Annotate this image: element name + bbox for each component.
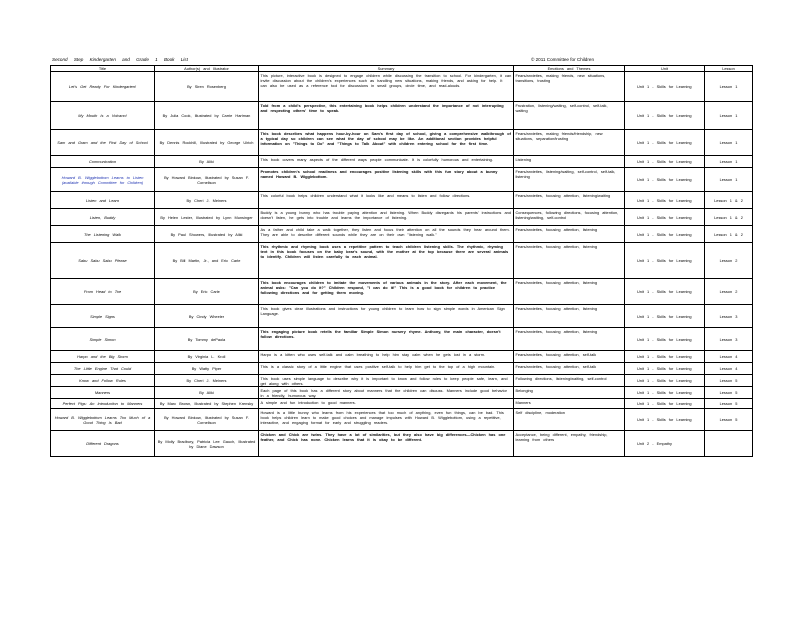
table-row <box>51 243 753 279</box>
book-lesson-cell: Lesson 4 <box>705 363 753 375</box>
book-unit-cell: Unit 1 - Skills for Learning <box>625 226 705 243</box>
book-summary-cell: This book covers many aspects of the different ways people communicate. It is colorfully humorous and entertaining. <box>259 156 514 168</box>
column-header-lesson: Lesson <box>705 66 753 72</box>
book-lesson-cell: Lesson 1 <box>705 130 753 156</box>
book-unit-cell: Unit 1 - Skills for Learning <box>625 363 705 375</box>
book-author-cell: By Aliki <box>155 156 259 168</box>
book-summary-cell: Chicken and Chick are twins. They have a lot of similarities, but they also have big differences—Chicken has one feather, and Chick has none. Chicken learns that it is okay to be different. <box>259 431 514 457</box>
table-body <box>51 72 753 457</box>
book-emotions-cell: Listening <box>514 156 625 168</box>
book-author-cell: By Watty Piper <box>155 363 259 375</box>
book-emotions-cell: Acceptance, being different, empathy, friendship, learning from others <box>514 431 625 457</box>
book-title-cell: Let's Get Ready For Kindergarten! <box>51 72 155 102</box>
book-emotions-cell: Consequences, following directions, focusing attention, listening/waiting, self-control <box>514 209 625 226</box>
book-emotions-cell: Fears/anxieties, focusing attention, listening <box>514 279 625 305</box>
book-unit-cell: Unit 1 - Skills for Learning <box>625 168 705 192</box>
book-title-cell: Manners <box>51 387 155 399</box>
book-emotions-cell: Fears/anxieties, focusing attention, self-talk <box>514 363 625 375</box>
book-summary-cell: This rhythmic and rhyming book uses a repetitive pattern to teach children listening skills. The rhythmic, rhyming text in this book focuses on the baby bear's sound, with the mother at the top because there are several animals to identify. Children will listen carefully to each animal. <box>259 243 514 279</box>
table-row <box>51 102 753 130</box>
document-header <box>50 56 752 65</box>
book-title-cell: Listen, Buddy <box>51 209 155 226</box>
document-title: Second Step Kindergarten and Grade 1 Book List <box>52 57 188 62</box>
book-emotions-cell: Fears/anxieties, making friends/friendship, new situations, separation/trusting <box>514 130 625 156</box>
book-summary-cell: As a father and child take a walk together, they listen and focus their attention on all the sounds they hear around them. They are able to describe different sounds while they are on their own "listening walk." <box>259 226 514 243</box>
book-unit-cell: Unit 1 - Skills for Learning <box>625 102 705 130</box>
book-title-cell: Sabu Sabu Sabu Please <box>51 243 155 279</box>
book-unit-cell: Unit 1 - Skills for Learning <box>625 130 705 156</box>
book-author-cell: By Eric Carle <box>155 279 259 305</box>
book-lesson-cell: Lesson 3 <box>705 305 753 328</box>
book-author-cell: By Virginia L. Kroll <box>155 351 259 363</box>
table-row <box>51 375 753 387</box>
book-unit-cell: Unit 1 - Skills for Learning <box>625 156 705 168</box>
table-row <box>51 72 753 102</box>
book-emotions-cell: Fears/anxieties, focusing attention, self-talk <box>514 351 625 363</box>
book-unit-cell: Unit 2 - Empathy <box>625 431 705 457</box>
table-row <box>51 351 753 363</box>
book-title-cell: Simple Signs <box>51 305 155 328</box>
book-lesson-cell: Lesson 5 <box>705 387 753 399</box>
table-row <box>51 156 753 168</box>
book-summary-cell: A simple and fun introduction to good manners. <box>259 399 514 409</box>
book-title-cell: Know and Follow Rules <box>51 375 155 387</box>
book-lesson-cell: Lesson 2 <box>705 243 753 279</box>
table-row <box>51 399 753 409</box>
book-lesson-cell: Lesson 3 <box>705 328 753 351</box>
book-title-cell: My Mouth Is a Volcano! <box>51 102 155 130</box>
book-emotions-cell: Manners <box>514 399 625 409</box>
book-unit-cell: Unit 1 - Skills for Learning <box>625 209 705 226</box>
book-unit-cell: Unit 1 - Skills for Learning <box>625 192 705 209</box>
column-header-unit: Unit <box>625 66 705 72</box>
book-lesson-cell: Lesson 4 <box>705 351 753 363</box>
book-author-cell: By Tommy dePaola <box>155 328 259 351</box>
table-row <box>51 192 753 209</box>
book-author-cell: By Julia Cook, Illustrated by Carrie Hartman <box>155 102 259 130</box>
book-summary-cell: This book encourages children to imitate the movements of various animals in the story. After each movement, the animal asks: "Can you do it?" Children respond, "I can do it!" This is a good book for children to practice following directions and for getting them moving. <box>259 279 514 305</box>
book-unit-cell: Unit 1 - Skills for Learning <box>625 328 705 351</box>
book-author-cell: By Cheri J. Meiners <box>155 192 259 209</box>
book-emotions-cell: Fears/anxieties, focusing attention, listening <box>514 226 625 243</box>
book-lesson-cell: Lesson 1 & 2 <box>705 209 753 226</box>
book-title-cell: The Listening Walk <box>51 226 155 243</box>
book-author-cell: By Howard Binkow, Illustrated by Susan F. Cornelison <box>155 409 259 431</box>
book-author-cell: By Paul Showers, Illustrated by Aliki <box>155 226 259 243</box>
book-lesson-cell: Lesson 5 <box>705 375 753 387</box>
book-title-cell: Simple Simon <box>51 328 155 351</box>
book-list-table <box>50 65 753 457</box>
column-header-title: Title <box>51 66 155 72</box>
book-title-cell: Howard B. Wigglebottom Learns Too Much of a Good Thing Is Bad <box>51 409 155 431</box>
book-title-cell: Different Dragons <box>51 431 155 457</box>
book-unit-cell: Unit 1 - Skills for Learning <box>625 409 705 431</box>
book-author-cell: By Siren Rosenberg <box>155 72 259 102</box>
table-row <box>51 209 753 226</box>
book-emotions-cell: Fears/anxieties, making friends, new situations, transitions, trusting <box>514 72 625 102</box>
book-title-cell: The Little Engine That Could <box>51 363 155 375</box>
book-unit-cell: Unit 1 - Skills for Learning <box>625 375 705 387</box>
copyright-notice: © 2011 Committee for Children <box>530 57 594 62</box>
book-unit-cell: Unit 1 - Skills for Learning <box>625 305 705 328</box>
book-author-cell: By Aliki <box>155 387 259 399</box>
table-row <box>51 363 753 375</box>
book-unit-cell: Unit 1 - Skills for Learning <box>625 399 705 409</box>
column-header-emotions: Emotions and Themes <box>514 66 625 72</box>
book-title-cell: Harpo and the Big Storm <box>51 351 155 363</box>
book-author-cell: By Bill Martin, Jr., and Eric Carle <box>155 243 259 279</box>
book-author-cell: By Cindy Wheeler <box>155 305 259 328</box>
book-title-cell: Listen and Learn <box>51 192 155 209</box>
book-summary-cell: Each page of this book has a different story about manners that the children can discuss. Manners include good behavior in a friendly, humorous way. <box>259 387 514 399</box>
book-summary-cell: This book gives clear illustrations and instructions for young children to learn how to sign simple words in American Sign Language. <box>259 305 514 328</box>
book-summary-cell: Promotes children's school readiness and encourages positive listening skills with this fun story about a bunny named Howard B. Wigglebottom. <box>259 168 514 192</box>
book-unit-cell: Unit 1 - Skills for Learning <box>625 387 705 399</box>
table-row <box>51 328 753 351</box>
book-emotions-cell: Belonging <box>514 387 625 399</box>
book-unit-cell: Unit 1 - Skills for Learning <box>625 279 705 305</box>
book-lesson-cell: Lesson 1 & 2 <box>705 192 753 209</box>
book-title-cell: Sam and Gram and the First Day of School <box>51 130 155 156</box>
book-lesson-cell: Lesson 1 <box>705 102 753 130</box>
table-row <box>51 409 753 431</box>
book-lesson-cell: Lesson 5 <box>705 399 753 409</box>
table-row <box>51 431 753 457</box>
book-unit-cell: Unit 1 - Skills for Learning <box>625 351 705 363</box>
book-summary-cell: This picture, interactive book is designed to engage children while discussing the transition to school. For kindergarten, it can invite discussion about the children's experiences such as handling new situations, making friends, and asking for help. It can also be used as a reference tool for discussions in small groups, circle time, and read-alouds. <box>259 72 514 102</box>
book-emotions-cell: Fears/anxieties, focusing attention, listening <box>514 328 625 351</box>
book-summary-cell: This book uses simple language to describe why it is important to know and follow rules to keep people safe, learn, and get along with others. <box>259 375 514 387</box>
book-summary-cell: Howard is a little bunny who learns from his experiences that too much of anything, even fun things, can be bad. This book helps children learn to make good choices and manage impulses with Howard B. Wigglebottom, using a repetitive, interactive, and engaging format for early and struggling readers. <box>259 409 514 431</box>
book-lesson-cell: Lesson 1 <box>705 168 753 192</box>
book-summary-cell: This book describes what happens hour-by-hour on Sam's first day of school, giving a comprehensive walkthrough of a typical day so children can see what the day of school may be like. An additional section provides helpful information on "Things to Do" and "Things to Talk About" with children entering school for the first time. <box>259 130 514 156</box>
book-lesson-cell <box>705 431 753 457</box>
book-summary-cell: Harpo is a kitten who uses self-talk and calm breathing to help him stay calm when he gets lost in a storm. <box>259 351 514 363</box>
book-author-cell: By Howard Binkow, Illustrated by Susan F. Cornelison <box>155 168 259 192</box>
book-summary-cell: This is a classic story of a little engine that uses positive self-talk to help him get to the top of a high mountain. <box>259 363 514 375</box>
book-lesson-cell: Lesson 1 <box>705 72 753 102</box>
book-title-cell: Communication <box>51 156 155 168</box>
book-author-cell: By Dennis Rockhill, Illustrated by George Ulrich <box>155 130 259 156</box>
book-unit-cell: Unit 1 - Skills for Learning <box>625 243 705 279</box>
book-summary-cell: Told from a child's perspective, this entertaining book helps children understand the importance of not interrupting and respecting others' time to speak. <box>259 102 514 130</box>
book-author-cell: By Cheri J. Meiners <box>155 375 259 387</box>
column-header-summary: Summary <box>259 66 514 72</box>
book-title-cell: Perfect Pigs: An Introduction to Manners <box>51 399 155 409</box>
book-summary-cell: This engaging picture book retells the familiar Simple Simon nursery rhyme. Anthony, the main character, doesn't follow directions. <box>259 328 514 351</box>
book-lesson-cell: Lesson 1 & 2 <box>705 226 753 243</box>
column-header-author: Author(s) and Illustrator <box>155 66 259 72</box>
table-row <box>51 168 753 192</box>
book-emotions-cell: Fears/anxieties, focusing attention, listening <box>514 243 625 279</box>
book-lesson-cell: Lesson 5 <box>705 409 753 431</box>
book-emotions-cell: Fears/anxieties, focusing attention, listening <box>514 305 625 328</box>
table-row <box>51 387 753 399</box>
book-title-cell: From Head to Toe <box>51 279 155 305</box>
book-lesson-cell: Lesson 2 <box>705 279 753 305</box>
book-lesson-cell: Lesson 1 <box>705 156 753 168</box>
table-row <box>51 279 753 305</box>
table-row <box>51 130 753 156</box>
book-author-cell: By Marc Brown, Illustrated by Stephen Krensky <box>155 399 259 409</box>
book-emotions-cell: Self discipline, moderation <box>514 409 625 431</box>
book-author-cell: By Molly Bradbury, Patricia Lee Gauch, Illustrated by Diane Dawson <box>155 431 259 457</box>
book-unit-cell: Unit 1 - Skills for Learning <box>625 72 705 102</box>
table-row <box>51 226 753 243</box>
book-summary-cell: Buddy is a young bunny who has trouble paying attention and listening. When Buddy disregards his parents' instructions and doesn't listen, he gets into trouble and learns the importance of listening. <box>259 209 514 226</box>
book-emotions-cell: Fears/anxieties, focusing attention, listening/waiting <box>514 192 625 209</box>
book-title-cell: Howard B. Wigglebottom Learns to Listen (available through Committee for Children) <box>51 168 155 192</box>
book-emotions-cell: Frustration, listening/waiting, self-control, self-talk, waiting <box>514 102 625 130</box>
book-summary-cell: This colorful book helps children understand what it looks like and means to listen and follow directions. <box>259 192 514 209</box>
book-list-page <box>50 56 752 457</box>
table-row <box>51 305 753 328</box>
book-emotions-cell: Fears/anxieties, listening/waiting, self-control, self-talk, listening <box>514 168 625 192</box>
book-emotions-cell: Following directions, listening/waiting, self-control <box>514 375 625 387</box>
book-author-cell: By Helen Lester, Illustrated by Lynn Munsinger <box>155 209 259 226</box>
